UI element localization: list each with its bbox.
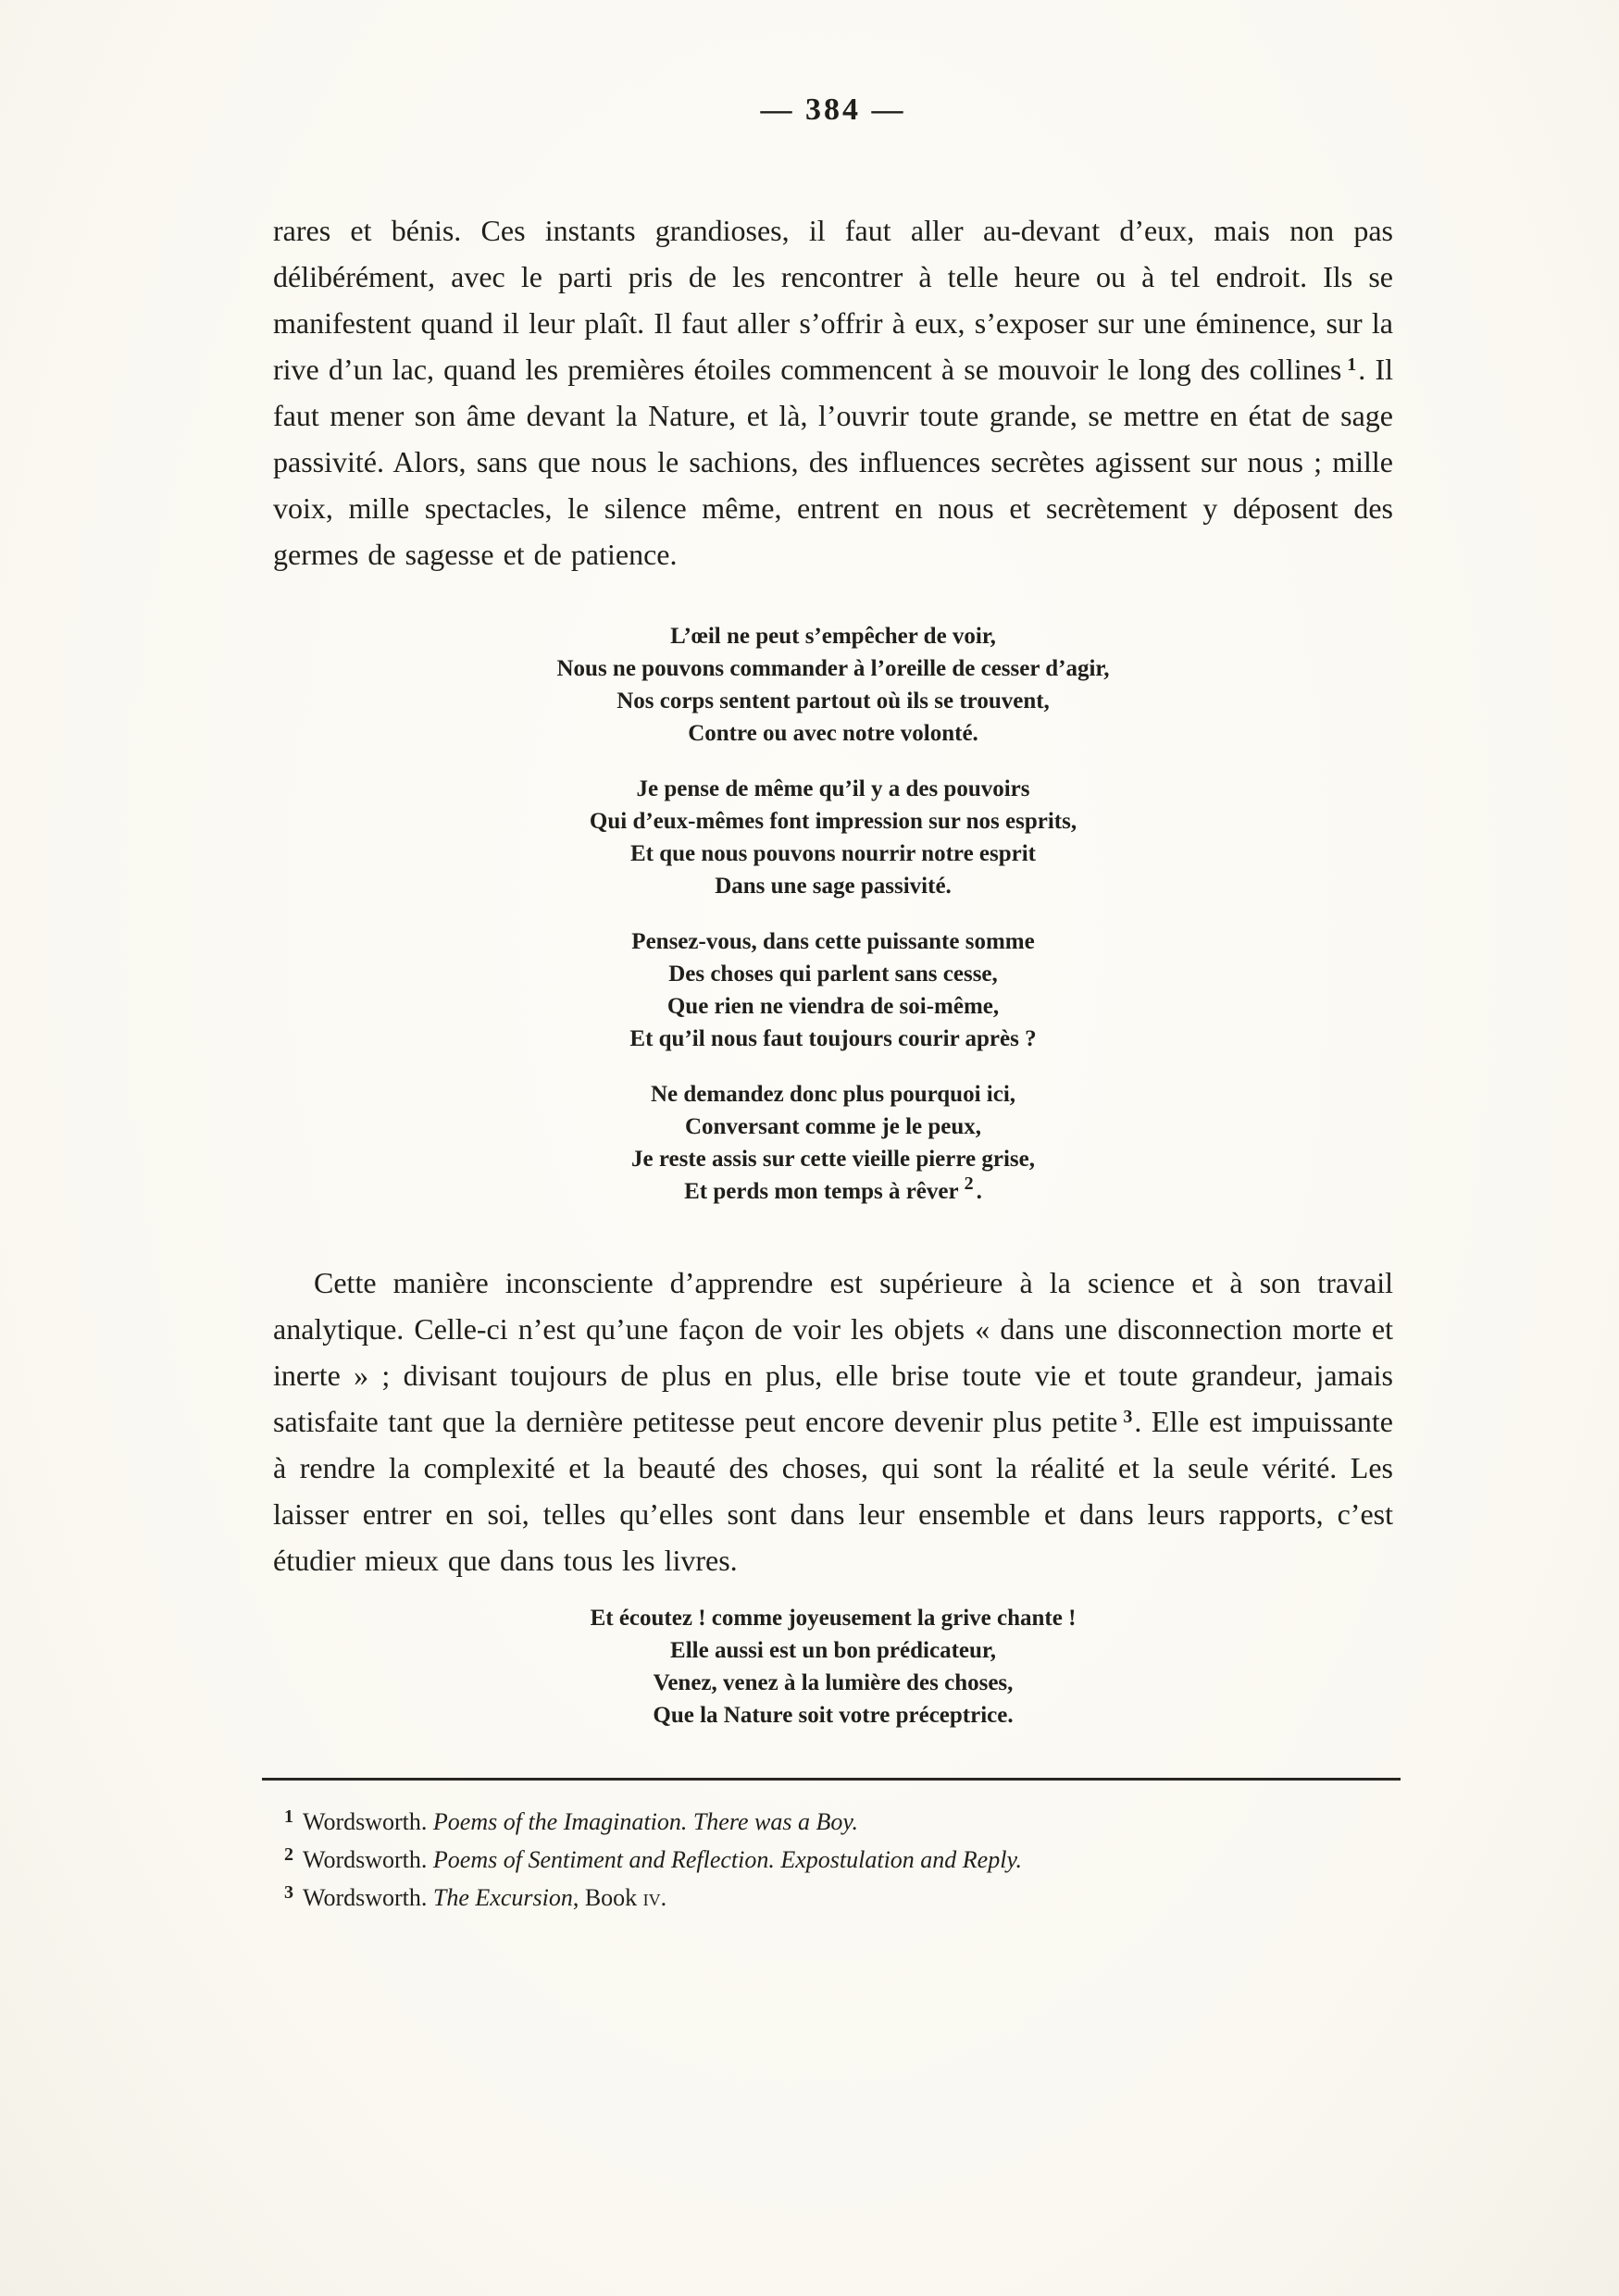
verse-line: Et qu’il nous faut toujours courir après ?: [629, 1026, 1037, 1051]
footnote-reference-2: 2: [964, 1173, 974, 1194]
verse-line: Des choses qui parlent sans cesse,: [668, 962, 998, 987]
verse-line: Elle aussi est un bon prédicateur,: [670, 1638, 996, 1663]
verse-stanza-5: [273, 1602, 1393, 1731]
verse-line: Qui d’eux-mêmes font impression sur nos esprits,: [589, 809, 1077, 834]
verse-stanza-4: [273, 1078, 1393, 1208]
footnote-number: 2: [284, 1844, 293, 1865]
footnote-author: Wordsworth.: [303, 1884, 428, 1911]
footnote-number: 3: [284, 1882, 293, 1903]
verse-line: Pensez-vous, dans cette puissante somme: [631, 929, 1035, 954]
verse-line: Et écoutez ! comme joyeusement la grive chante !: [590, 1606, 1077, 1631]
paragraph-1-text: rares et bénis. Ces instants grandioses, il faut aller au-devant d’eux, mais non pas délibérément, avec le parti pris de les rencontrer à telle heure ou à tel endroit. Ils se manifestent quand il leur plaît. Il faut aller s’offrir à eux, s’exposer sur une éminence, sur la rive d’un lac, quand les premières étoiles commencent à se mouvoir le long des collines: [273, 214, 1393, 386]
footnote-2: [273, 1841, 1393, 1879]
paragraph-2-text: Cette manière inconsciente d’apprendre est supérieure à la science et à son travail analytique. Celle-ci n’est qu’une façon de voir les objets « dans une disconnection morte et inerte » ; divisant toujours de plus en plus, elle brise toute vie et toute grandeur, jamais satisfaite tant que la dernière petitesse peut encore devenir plus petite: [273, 1266, 1393, 1438]
footnote-number: 1: [284, 1806, 293, 1827]
footnote-work-title: The Excursion: [432, 1884, 573, 1911]
verse-stanza-2: [273, 773, 1393, 902]
verse-line: Que la Nature soit votre préceptrice.: [653, 1703, 1014, 1728]
verse-line: L’œil ne peut s’empêcher de voir,: [670, 624, 996, 649]
page-number: — 384 —: [760, 93, 906, 127]
footnote-reference-1: 1: [1347, 354, 1357, 375]
verse-line: Nos corps sentent partout où ils se trouvent,: [616, 689, 1050, 714]
verse-stanza-1: [273, 620, 1393, 750]
verse-line-punctuation: .: [976, 1179, 982, 1204]
verse-stanza-3: [273, 925, 1393, 1055]
verse-line: Conversant comme je le peux,: [684, 1114, 982, 1139]
footnote-reference-3: 3: [1123, 1407, 1133, 1427]
footnote-work-title: Poems of Sentiment and Reflection. Expostulation and Reply.: [432, 1846, 1023, 1873]
verse-line-with-footnote-ref: [273, 1175, 1393, 1208]
verse-line: Nous ne pouvons commander à l’oreille de cesser d’agir,: [556, 656, 1110, 681]
verse-line: Venez, venez à la lumière des choses,: [653, 1670, 1014, 1695]
paragraph-1-text-continued: . Il faut mener son âme devant la Nature, et là, l’ouvrir toute grande, se mettre en état de sage passivité. Alors, sans que nous le sachions, des influences secrètes agissent sur nous ; mille voix, mille spectacles, le silence même, entrent en nous et secrètement y déposent des germes de sagesse et de patience.: [273, 353, 1394, 571]
footnote-area: [273, 1778, 1393, 1917]
footnote-smallcaps: iv.: [642, 1884, 667, 1911]
verse-line: Et que nous pouvons nourrir notre esprit: [629, 841, 1037, 866]
verse-line: Contre ou avec notre volonté.: [688, 721, 978, 746]
footnote-author: Wordsworth.: [303, 1808, 428, 1835]
verse-line: Je reste assis sur cette vieille pierre grise,: [631, 1147, 1035, 1172]
verse-line: Je pense de même qu’il y a des pouvoirs: [636, 776, 1030, 801]
verse-line-text: Et perds mon temps à rêver: [684, 1179, 959, 1204]
verse-group-2: [273, 1602, 1393, 1731]
paragraph-2: [273, 1260, 1393, 1583]
footnote-rest: , Book: [572, 1884, 643, 1911]
verse-line: Ne demandez donc plus pourquoi ici,: [650, 1082, 1016, 1107]
paragraph-1: [273, 207, 1393, 577]
text-block: [273, 207, 1393, 1917]
footnote-3: [273, 1879, 1393, 1917]
verse-line: Dans une sage passivité.: [715, 874, 952, 899]
verse-line: Que rien ne viendra de soi-même,: [666, 994, 1000, 1019]
footnote-author: Wordsworth.: [303, 1846, 428, 1873]
footnote-separator-rule: [262, 1778, 1401, 1781]
verse-group-1: [273, 620, 1393, 1208]
footnote-1: [273, 1803, 1393, 1841]
footnote-work-title: Poems of the Imagination. There was a Boy.: [432, 1808, 858, 1835]
paragraph-2-text-continued: . Elle est impuissante à rendre la complexité et la beauté des choses, qui sont la réalité et la seule vérité. Les laisser entrer en soi, telles qu’elles sont dans leur ensemble et dans leurs rapports, c’est étudier mieux que dans tous les livres.: [273, 1405, 1394, 1577]
